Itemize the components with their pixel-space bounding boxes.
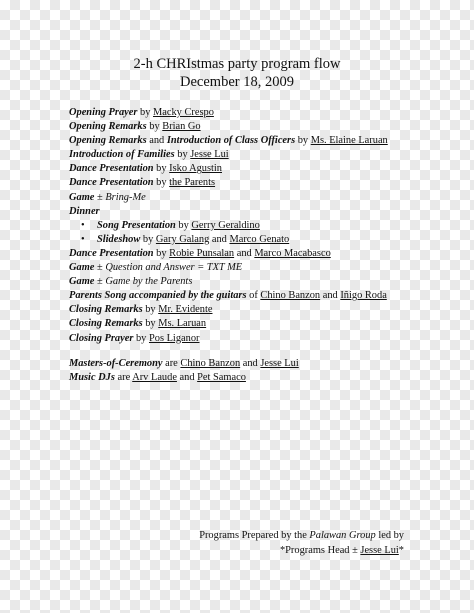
program-item [69, 261, 459, 275]
program-item [69, 289, 459, 303]
person-name: Marco Genato [229, 233, 290, 245]
connector-text: by [153, 177, 170, 189]
item-title: Parents Song accompanied by the guitars [69, 290, 247, 302]
connector-text: by [142, 318, 159, 330]
program-item [69, 332, 459, 346]
person-name: Chino Banzon [180, 357, 241, 369]
program-item [69, 106, 459, 120]
program-item [69, 317, 459, 331]
connector-text: by [174, 149, 191, 161]
item-title: Game [69, 262, 95, 274]
item-title: Introduction of Class Officers [166, 135, 296, 147]
game-name: Game by the Parents [105, 276, 193, 288]
program-item [69, 247, 459, 261]
game-name: Bring-Me [105, 191, 146, 203]
program-item [69, 120, 459, 134]
connector-text: of [246, 290, 261, 302]
item-title: Slideshow [97, 233, 141, 245]
connector-text: by [137, 107, 153, 118]
connector-text: by [142, 304, 159, 316]
connector-text: by [153, 247, 170, 259]
item-title: Dance Presentation [69, 247, 154, 259]
program-subitem [69, 219, 459, 233]
connector-text: and [240, 357, 261, 369]
item-title: Dance Presentation [69, 177, 154, 189]
connector-text: by [133, 332, 149, 344]
person-name: Marco Macabasco [254, 247, 331, 259]
connector-text: are [162, 357, 181, 369]
item-title: Game [69, 276, 95, 288]
program-item [69, 357, 459, 371]
program-subitem [69, 233, 459, 247]
person-name: the Parents [169, 177, 216, 189]
person-name: Macky Crespo [153, 107, 214, 118]
program-item [69, 303, 459, 317]
person-name: Jesse Lui [260, 357, 299, 369]
person-name: Robie Punsalan [169, 247, 235, 259]
connector-text: ± [94, 276, 106, 288]
connector-text: by [140, 233, 156, 245]
person-name: Jesse Lui [190, 149, 229, 161]
footer-text: *Programs Head ± [279, 544, 361, 556]
footer-line [199, 544, 404, 559]
connector-text: ± [94, 262, 106, 274]
person-name: Pos Liganor [148, 332, 200, 344]
item-title: Closing Remarks [69, 318, 143, 330]
group-name: Palawan Group [309, 530, 376, 541]
item-title: Song Presentation [97, 219, 176, 231]
item-title: Opening Remarks [69, 121, 147, 133]
connector-text: are [114, 371, 133, 383]
program-item [69, 205, 459, 219]
person-name: Arv Laude [132, 371, 177, 383]
program-item [69, 176, 459, 190]
item-title: Closing Remarks [69, 304, 143, 316]
program-item [69, 371, 459, 385]
item-title: Masters-of-Ceremony [69, 357, 163, 369]
document-date: December 18, 2009 [180, 74, 294, 90]
connector-text: and [176, 371, 198, 383]
person-name: Iñigo Roda [340, 290, 387, 302]
program-item [69, 275, 459, 289]
connector-text: by [153, 163, 170, 175]
program-item [69, 134, 459, 148]
footer-text: * [398, 544, 404, 556]
program-item [69, 162, 459, 176]
connector-text: and [320, 290, 341, 302]
item-title: Closing Prayer [69, 332, 134, 344]
person-name: Gerry Geraldino [191, 219, 260, 231]
item-title: Opening Remarks [69, 135, 147, 147]
person-name: Brian Go [162, 121, 201, 133]
bullet-icon: • [81, 219, 85, 231]
connector-text: and [234, 247, 255, 259]
footer-text: led by [375, 530, 404, 541]
item-title: Music DJs [69, 371, 115, 383]
game-name: Question and Answer = TXT ME [105, 262, 243, 274]
connector-text: and [209, 233, 230, 245]
person-name: Ms. Elaine Laruan [310, 135, 388, 147]
program-list [69, 106, 459, 385]
person-name: Isko Agustin [169, 163, 222, 175]
spacer [69, 346, 459, 357]
person-name: Ms. Laruan [158, 318, 207, 330]
person-name: Gary Galang [155, 233, 210, 245]
person-name: Mr. Evidente [158, 304, 213, 316]
item-title: Dance Presentation [69, 163, 154, 175]
program-item [69, 148, 459, 162]
document-title: 2-h CHRIstmas party program flow [133, 56, 341, 72]
footer-credits [199, 529, 404, 558]
connector-text: and [146, 135, 167, 147]
footer-text: Programs Prepared by the [199, 530, 310, 541]
connector-text: by [146, 121, 163, 133]
connector-text: by [175, 219, 192, 231]
item-title: Game [69, 191, 95, 203]
connector-text: ± [94, 191, 106, 203]
person-name: Jesse Lui [360, 544, 399, 556]
person-name: Pet Samaco [197, 371, 246, 383]
program-item [69, 191, 459, 205]
bullet-icon: • [81, 233, 85, 245]
item-title: Introduction of Families [69, 149, 175, 161]
person-name: Chino Banzon [260, 290, 321, 302]
item-title: Opening Prayer [69, 107, 138, 118]
footer-line [199, 529, 404, 544]
connector-text: by [295, 135, 311, 147]
item-title: Dinner [69, 205, 100, 217]
